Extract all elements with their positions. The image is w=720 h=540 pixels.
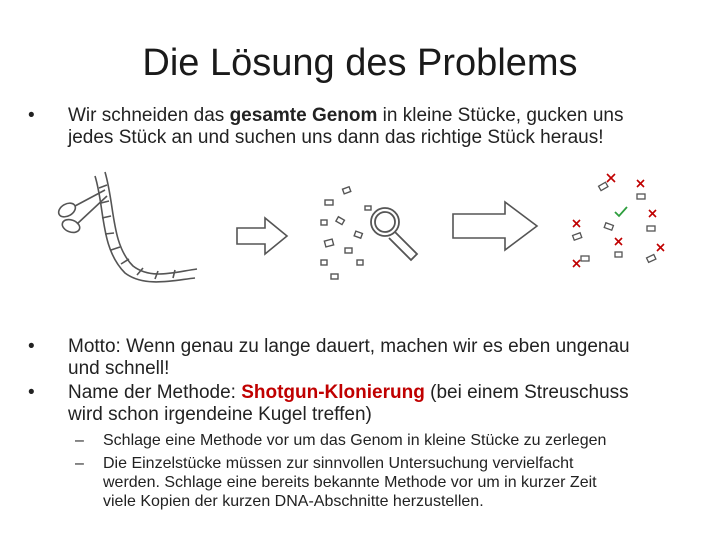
magnifier-icon [371,208,417,260]
bullet-text: jedes Stück an und suchen uns dann das richtige Stück heraus! [68,127,604,148]
bullet-marker: • [28,382,35,403]
sub-bullet-marker: – [75,455,84,472]
bullet-text: Wir schneiden das [68,105,230,126]
bullet-text: Name der Methode: [68,382,242,403]
dna-strand-icon [95,172,197,282]
shotgun-illustration [25,148,685,320]
dna-fragments-icon [321,187,371,279]
bullet-motto [28,336,708,380]
bullet-text: und schnell! [68,358,170,379]
bullet-marker: • [28,336,35,357]
sub-bullet-cutting-method [75,431,715,450]
sub-bullet-replication-method [75,454,715,511]
arrow-right-icon [237,218,287,254]
bullet-text: Motto: Wenn genau zu lange dauert, machen wir es eben ungenau [68,336,630,357]
bullet-bold-text: gesamte Genom [229,105,378,126]
bullet-method-name [28,382,708,426]
sub-bullet-text: Schlage eine Methode vor um das Genom in kleine Stücke zu zerlegen [103,432,607,449]
bullet-text: wird schon irgendeine Kugel treffen) [68,404,372,425]
sub-bullet-text: werden. Schlage eine bereits bekannte Methode vor um in kurzer Zeit [103,474,597,491]
sub-bullet-text: viele Kopien der kurzen DNA-Abschnitte herzustellen. [103,493,484,510]
method-name-highlight: Shotgun-Klonierung [241,382,425,403]
arrow-right-icon [453,202,537,250]
sub-bullet-marker: – [75,432,84,449]
checked-fragments-icon [573,174,664,267]
bullet-genome-cutting [28,105,708,149]
bullet-text: in kleine Stücke, gucken uns [377,105,624,126]
sub-bullet-text: Die Einzelstücke müssen zur sinnvollen Untersuchung vervielfacht [103,455,574,472]
slide-title: Die Lösung des Problems [142,42,578,84]
bullet-marker: • [28,105,35,126]
bullet-text: (bei einem Streuschuss [424,382,629,403]
